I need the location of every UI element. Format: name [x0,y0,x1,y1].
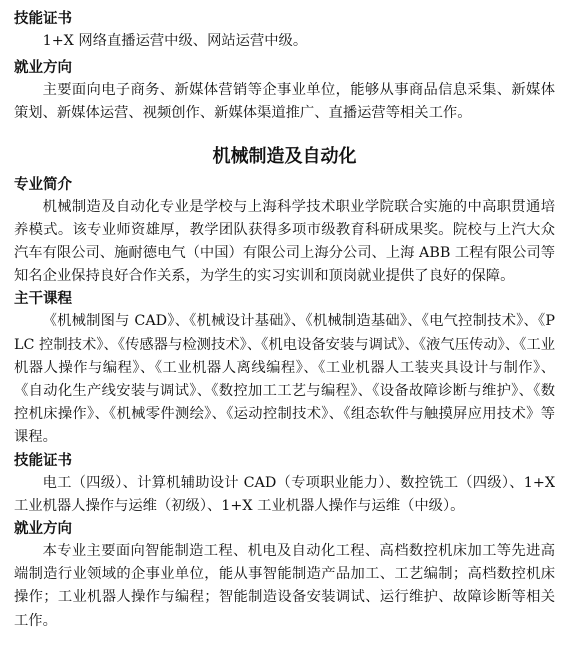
major-skill-certificate-heading: 技能证书 [14,452,72,469]
major-skill-certificate-text: 电工（四级）、计算机辅助设计 CAD（专项职业能力）、数控铣工（四级）、1+X 工业机器人操作与运维（初级）、1+X 工业机器人操作与运维（中级）。 [14,474,555,514]
major-title: 机械制造及自动化 [212,145,357,167]
main-courses-heading: 主干课程 [14,291,72,308]
employment-direction-heading: 就业方向 [14,60,72,77]
major-intro-heading: 专业简介 [14,176,72,193]
major-employment-direction-heading: 就业方向 [14,521,72,538]
skill-certificate-heading: 技能证书 [14,11,72,27]
main-courses-text: 《机械制图与 CAD》、《机械设计基础》、《机械制造基础》、《电气控制技术》、《PLC 控制技术》、《传感器与检测技术》、《机电设备安装与调试》、《液气压传动》、《工业机器人操作与编程》、《工业机器人离线编程》、《工业机器人工装夹具设计与制作》、《自动化生产线安装与调试》、《数控加工工艺与编程》、《设备故障诊断与维护》、《数控机床操作》、《机械零件测绘》、《运动控制技术》、《组态软件与触摸屏应用技术》等课程。 [14,313,555,446]
major-employment-direction-text: 本专业主要面向智能制造工程、机电及自动化工程、高档数控机床加工等先进高端制造行业领域的企事业单位，能从事智能制造产品加工、工艺编制；高档数控机床操作；工业机器人操作与编程；智能制造设备安装调试、运行维护、故障诊断等相关工作。 [14,543,555,629]
major-intro-text: 机械制造及自动化专业是学校与上海科学技术职业学院联合实施的中高职贯通培养模式。该专业师资雄厚，教学团队获得多项市级教育科研成果奖。院校与上汽大众汽车有限公司、施耐德电气（中国）有限公司上海分公司、上海 ABB 工程有限公司等知名企业保持良好合作关系，为学生的实习实训和顶岗就业提供了良好的保障。 [14,198,555,285]
employment-direction-text: 主要面向电子商务、新媒体营销等企事业单位，能够从事商品信息采集、新媒体策划、新媒体运营、视频创作、新媒体渠道推广、直播运营等相关工作。 [14,82,555,122]
skill-certificate-text: 1+X 网络直播运营中级、网站运营中级。 [42,33,308,49]
